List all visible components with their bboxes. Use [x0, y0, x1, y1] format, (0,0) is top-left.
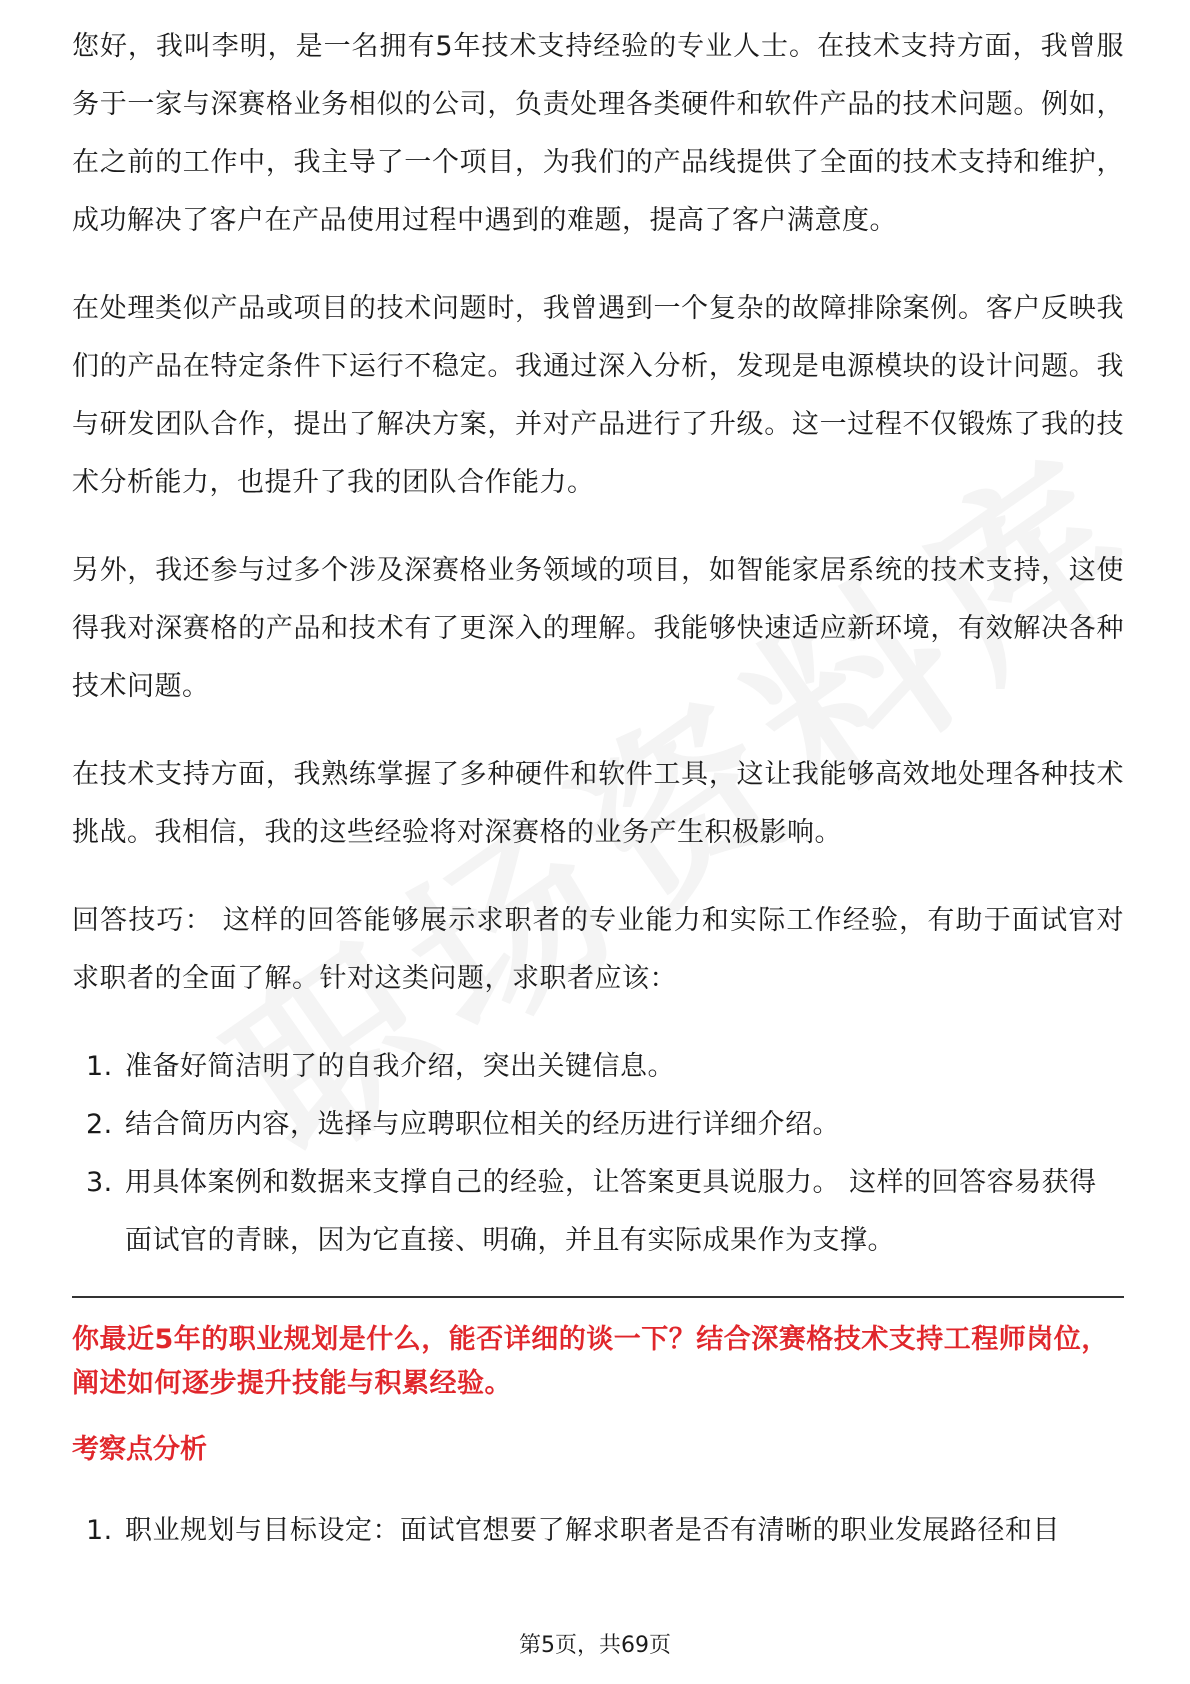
list-item-text: 用具体案例和数据来支撑自己的经验，让答案更具说服力。 这样的回答容易获得面试官的青睐，因为它直接、明确，并且有实际成果作为支撑。	[125, 1167, 1097, 1256]
section-heading: 考察点分析	[72, 1434, 207, 1465]
tips-list	[72, 1038, 1124, 1270]
paragraph-answer-tips: 回答技巧： 这样的回答能够展示求职者的专业能力和实际工作经验，有助于面试官对求职者的全面了解。针对这类问题，求职者应该：	[72, 905, 1124, 994]
analysis-list	[72, 1502, 1124, 1560]
list-item	[72, 1154, 1124, 1270]
list-item	[72, 1038, 1124, 1096]
paragraph-projects: 另外，我还参与过多个涉及深赛格业务领域的项目，如智能家居系统的技术支持，这使得我对深赛格的产品和技术有了更深入的理解。我能够快速适应新环境，有效解决各种技术问题。	[72, 555, 1124, 702]
list-item	[72, 1502, 1124, 1560]
list-item	[72, 1096, 1124, 1154]
interview-question: 你最近5年的职业规划是什么，能否详细的谈一下？结合深赛格技术支持工程师岗位，阐述如何逐步提升技能与积累经验。	[72, 1324, 1109, 1399]
list-number: 3.	[86, 1167, 113, 1198]
page-footer: 第5页，共69页	[519, 1633, 671, 1658]
section-divider	[72, 1296, 1124, 1298]
list-number: 2.	[86, 1109, 113, 1140]
list-item-text: 结合简历内容，选择与应聘职位相关的经历进行详细介绍。	[125, 1109, 840, 1140]
paragraph-intro: 您好，我叫李明，是一名拥有5年技术支持经验的专业人士。在技术支持方面，我曾服务于一家与深赛格业务相似的公司，负责处理各类硬件和软件产品的技术问题。例如，在之前的工作中，我主导了一个项目，为我们的产品线提供了全面的技术支持和维护，成功解决了客户在产品使用过程中遇到的难题，提高了客户满意度。	[72, 31, 1124, 236]
list-item-text: 准备好简洁明了的自我介绍，突出关键信息。	[125, 1051, 675, 1082]
list-number: 1.	[86, 1051, 113, 1082]
list-item-text: 职业规划与目标设定：面试官想要了解求职者是否有清晰的职业发展路径和目	[125, 1515, 1060, 1546]
list-number: 1.	[86, 1515, 113, 1546]
document-content	[72, 30, 1124, 1560]
paragraph-troubleshooting: 在处理类似产品或项目的技术问题时，我曾遇到一个复杂的故障排除案例。客户反映我们的产品在特定条件下运行不稳定。我通过深入分析，发现是电源模块的设计问题。我与研发团队合作，提出了解决方案，并对产品进行了升级。这一过程不仅锻炼了我的技术分析能力，也提升了我的团队合作能力。	[72, 293, 1124, 498]
paragraph-tools: 在技术支持方面，我熟练掌握了多种硬件和软件工具，这让我能够高效地处理各种技术挑战。我相信，我的这些经验将对深赛格的业务产生积极影响。	[72, 759, 1124, 848]
